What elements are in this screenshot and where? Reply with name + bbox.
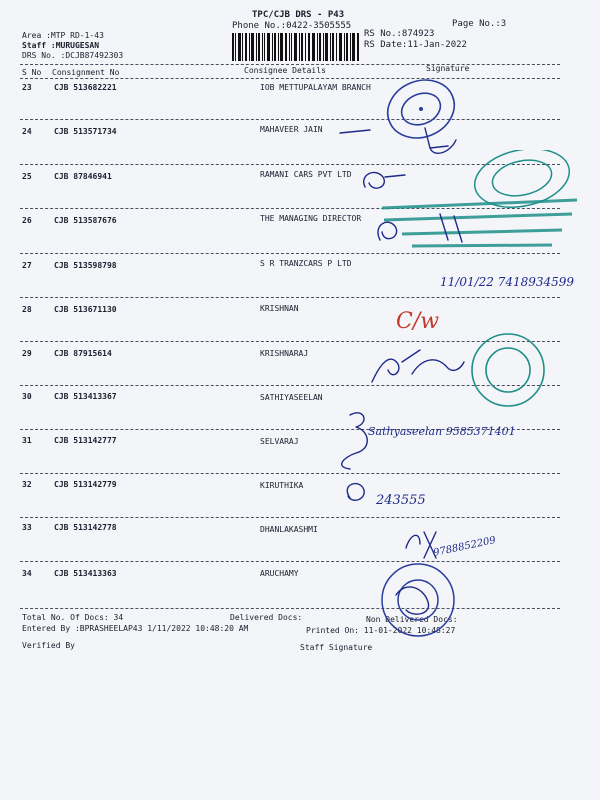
signature-row-26 xyxy=(368,210,488,250)
page-number: Page No.:3 xyxy=(452,19,507,29)
row-consignee: THE MANAGING DIRECTOR xyxy=(260,214,362,223)
row-sno: 26 xyxy=(22,216,32,225)
row-sno: 31 xyxy=(22,436,32,445)
signature-row-28 xyxy=(390,300,460,340)
row-consignment: CJB 513682221 xyxy=(54,83,117,92)
column-signature: Signature xyxy=(426,64,470,73)
row-consignment: CJB 513142777 xyxy=(54,436,117,445)
row-consignee: S R TRANZCARS P LTD xyxy=(260,259,352,268)
row-divider xyxy=(20,608,560,609)
row-sno: 32 xyxy=(22,480,32,489)
row-consignee: ARUCHAMY xyxy=(260,569,299,578)
round-stamp xyxy=(458,330,558,410)
column-sno: S No xyxy=(22,68,42,77)
column-consignment: Consignment No xyxy=(52,68,120,77)
area-label: Area :MTP RD-1-43 xyxy=(22,31,104,40)
row-consignee: RAMANI CARS PVT LTD xyxy=(260,170,352,179)
rs-date: RS Date:11-Jan-2022 xyxy=(364,40,467,50)
header-rule-top xyxy=(20,64,560,65)
barcode-image xyxy=(232,33,360,61)
row-sno: 23 xyxy=(22,83,32,92)
row-consignment: CJB 513413367 xyxy=(54,392,117,401)
row-divider xyxy=(20,119,560,120)
row-consignment: CJB 513671130 xyxy=(54,305,117,314)
signature-row-31 xyxy=(330,405,560,475)
verified-by: Verified By xyxy=(22,641,75,650)
signature-row-24 xyxy=(330,118,470,163)
non-delivered-docs: Non Delivered Docs: xyxy=(366,615,458,624)
row-divider xyxy=(20,253,560,254)
company-stamp xyxy=(372,150,582,260)
row-consignee: KIRUTHIKA xyxy=(260,481,304,490)
row-consignment: CJB 513587676 xyxy=(54,216,117,225)
row-consignment: CJB 513142778 xyxy=(54,523,117,532)
signature-row-33 xyxy=(396,520,556,570)
signature-row-25 xyxy=(355,165,435,195)
phone-number: Phone No.:0422-3505555 xyxy=(232,21,352,31)
row-consignee: DHANLAKASHMI xyxy=(260,525,318,534)
row-consignee: SATHIYASEELAN xyxy=(260,393,323,402)
row-sno: 27 xyxy=(22,261,32,270)
row-divider xyxy=(20,164,560,165)
row-divider xyxy=(20,385,560,386)
header-rule-bottom xyxy=(20,78,560,79)
bank-stamp xyxy=(376,74,466,144)
row-consignee: KRISHNAN xyxy=(260,304,299,313)
row-sno: 34 xyxy=(22,569,32,578)
row-consignment: CJB 87915614 xyxy=(54,349,112,358)
row-divider xyxy=(20,517,560,518)
delivered-docs: Delivered Docs: xyxy=(230,613,303,622)
row-consignment: CJB 513571734 xyxy=(54,127,117,136)
entered-by: Entered By :BPRASHEELAP43 1/11/2022 10:48:20 AM xyxy=(22,624,249,633)
row-divider xyxy=(20,429,560,430)
row-sno: 25 xyxy=(22,172,32,181)
sheet-title: TPC/CJB DRS - P43 xyxy=(252,10,345,20)
row33-note: 9788852209 xyxy=(432,534,497,559)
row-consignee: KRISHNARAJ xyxy=(260,349,309,358)
row-divider xyxy=(20,561,560,562)
total-docs: Total No. Of Docs: 34 xyxy=(22,613,124,622)
row28-note: C/w xyxy=(396,309,440,334)
signature-row-29 xyxy=(362,344,472,389)
drs-number: DRS No. :DCJB87492303 xyxy=(22,51,124,60)
staff-signature-label: Staff Signature xyxy=(300,643,373,652)
row-divider xyxy=(20,297,560,298)
row-sno: 28 xyxy=(22,305,32,314)
row-sno: 33 xyxy=(22,523,32,532)
row-consignee: SELVARAJ xyxy=(260,437,299,446)
row-sno: 24 xyxy=(22,127,32,136)
signature-row-32 xyxy=(334,472,494,512)
column-consignee: Consignee Details xyxy=(244,66,326,75)
staff-label: Staff :MURUGESAN xyxy=(22,41,100,50)
row32-note: 243555 xyxy=(376,493,426,508)
row-consignment: CJB 513413363 xyxy=(54,569,117,578)
row31-note: Sathyaseelan 9585371401 xyxy=(368,425,516,438)
signature-row-27 xyxy=(432,256,582,296)
row-consignment: CJB 513598798 xyxy=(54,261,117,270)
row-sno: 29 xyxy=(22,349,32,358)
rs-number: RS No.:874923 xyxy=(364,29,435,39)
row27-note: 11/01/22 7418934599 xyxy=(440,275,575,289)
row-consignee: IOB METTUPALAYAM BRANCH xyxy=(260,83,371,92)
row-divider xyxy=(20,208,560,209)
row-consignee: MAHAVEER JAIN xyxy=(260,125,323,134)
row-divider xyxy=(20,473,560,474)
row-sno: 30 xyxy=(22,392,32,401)
row-consignment: CJB 87846941 xyxy=(54,172,112,181)
row-consignment: CJB 513142779 xyxy=(54,480,117,489)
row-divider xyxy=(20,341,560,342)
printed-on: Printed On: 11-01-2022 10:48:27 xyxy=(306,626,456,635)
